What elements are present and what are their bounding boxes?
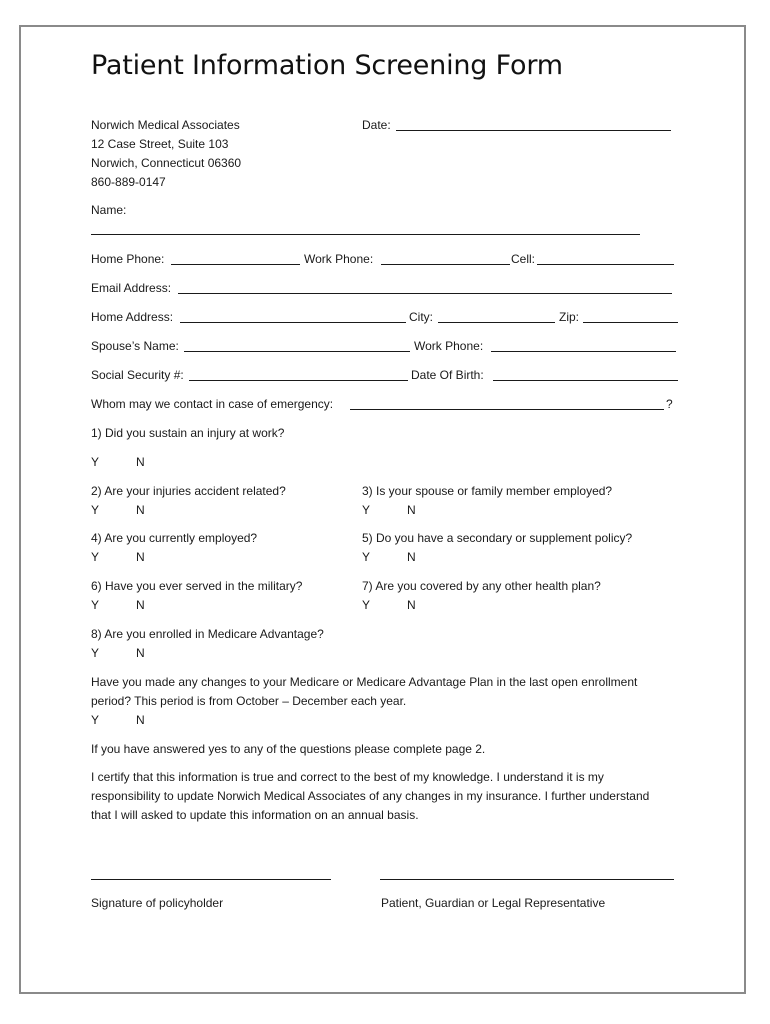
q7-yes[interactable]: Y (362, 598, 371, 612)
practice-phone: 860-889-0147 (91, 175, 166, 189)
zip-field[interactable] (583, 322, 678, 323)
q3-no[interactable]: N (407, 503, 416, 517)
page2-note: If you have answered yes to any of the questions please complete page 2. (91, 742, 486, 756)
emergency-field[interactable] (350, 409, 664, 410)
practice-city-state-zip: Norwich, Connecticut 06360 (91, 156, 242, 170)
work-phone-label: Work Phone: (304, 252, 374, 266)
q8-no[interactable]: N (136, 646, 145, 660)
question-3: 3) Is your spouse or family member employed? (362, 484, 613, 498)
signature-patient-label: Patient, Guardian or Legal Representative (381, 896, 606, 910)
question-7: 7) Are you covered by any other health plan? (362, 579, 601, 593)
home-phone-label: Home Phone: (91, 252, 165, 266)
ssn-field[interactable] (189, 380, 408, 381)
spouse-work-phone-field[interactable] (491, 351, 676, 352)
city-label: City: (409, 310, 433, 324)
city-field[interactable] (438, 322, 555, 323)
q7-no[interactable]: N (407, 598, 416, 612)
spouse-name-field[interactable] (184, 351, 410, 352)
emergency-label: Whom may we contact in case of emergency: (91, 397, 334, 411)
home-address-field[interactable] (180, 322, 406, 323)
practice-street: 12 Case Street, Suite 103 (91, 137, 229, 151)
home-address-label: Home Address: (91, 310, 174, 324)
spouse-name-label: Spouse’s Name: (91, 339, 179, 353)
question-1: 1) Did you sustain an injury at work? (91, 426, 285, 440)
form-title: Patient Information Screening Form (91, 50, 563, 81)
question-4: 4) Are you currently employed? (91, 531, 258, 545)
signature-policyholder-label: Signature of policyholder (91, 896, 224, 910)
q6-no[interactable]: N (136, 598, 145, 612)
q4-no[interactable]: N (136, 550, 145, 564)
email-label: Email Address: (91, 281, 172, 295)
q9-yes[interactable]: Y (91, 713, 100, 727)
q5-no[interactable]: N (407, 550, 416, 564)
spouse-work-phone-label: Work Phone: (414, 339, 484, 353)
question-9: Have you made any changes to your Medicare or Medicare Advantage Plan in the last open enrollment period? This period is from October – December each year. (91, 675, 638, 708)
zip-label: Zip: (559, 310, 580, 324)
ssn-label: Social Security #: (91, 368, 184, 382)
q2-no[interactable]: N (136, 503, 145, 517)
q2-yes[interactable]: Y (91, 503, 100, 517)
home-phone-field[interactable] (171, 264, 300, 265)
dob-label: Date Of Birth: (411, 368, 484, 382)
q9-no[interactable]: N (136, 713, 145, 727)
work-phone-field[interactable] (381, 264, 510, 265)
dob-field[interactable] (493, 380, 678, 381)
question-2: 2) Are your injuries accident related? (91, 484, 286, 498)
date-field[interactable] (396, 130, 671, 131)
emergency-end: ? (666, 397, 673, 411)
signature-policyholder-line[interactable] (91, 879, 331, 880)
question-5: 5) Do you have a secondary or supplement policy? (362, 531, 633, 545)
certification-text: I certify that this information is true and correct to the best of my knowledge. I understand it is my responsibility to update Norwich Medical Associates of any changes in my insurance. I further understand that I will asked to update this information on an annual basis. (91, 770, 650, 822)
q3-yes[interactable]: Y (362, 503, 371, 517)
date-label: Date: (362, 118, 391, 132)
question-6: 6) Have you ever served in the military? (91, 579, 303, 593)
q1-no[interactable]: N (136, 455, 145, 469)
question-8: 8) Are you enrolled in Medicare Advantage? (91, 627, 324, 641)
cell-label: Cell: (511, 252, 536, 266)
name-field[interactable] (91, 234, 640, 235)
name-label: Name: (91, 203, 127, 217)
signature-patient-line[interactable] (380, 879, 674, 880)
email-field[interactable] (178, 293, 672, 294)
q4-yes[interactable]: Y (91, 550, 100, 564)
q1-yes[interactable]: Y (91, 455, 100, 469)
q5-yes[interactable]: Y (362, 550, 371, 564)
cell-field[interactable] (537, 264, 674, 265)
practice-name: Norwich Medical Associates (91, 118, 240, 132)
q6-yes[interactable]: Y (91, 598, 100, 612)
q8-yes[interactable]: Y (91, 646, 100, 660)
